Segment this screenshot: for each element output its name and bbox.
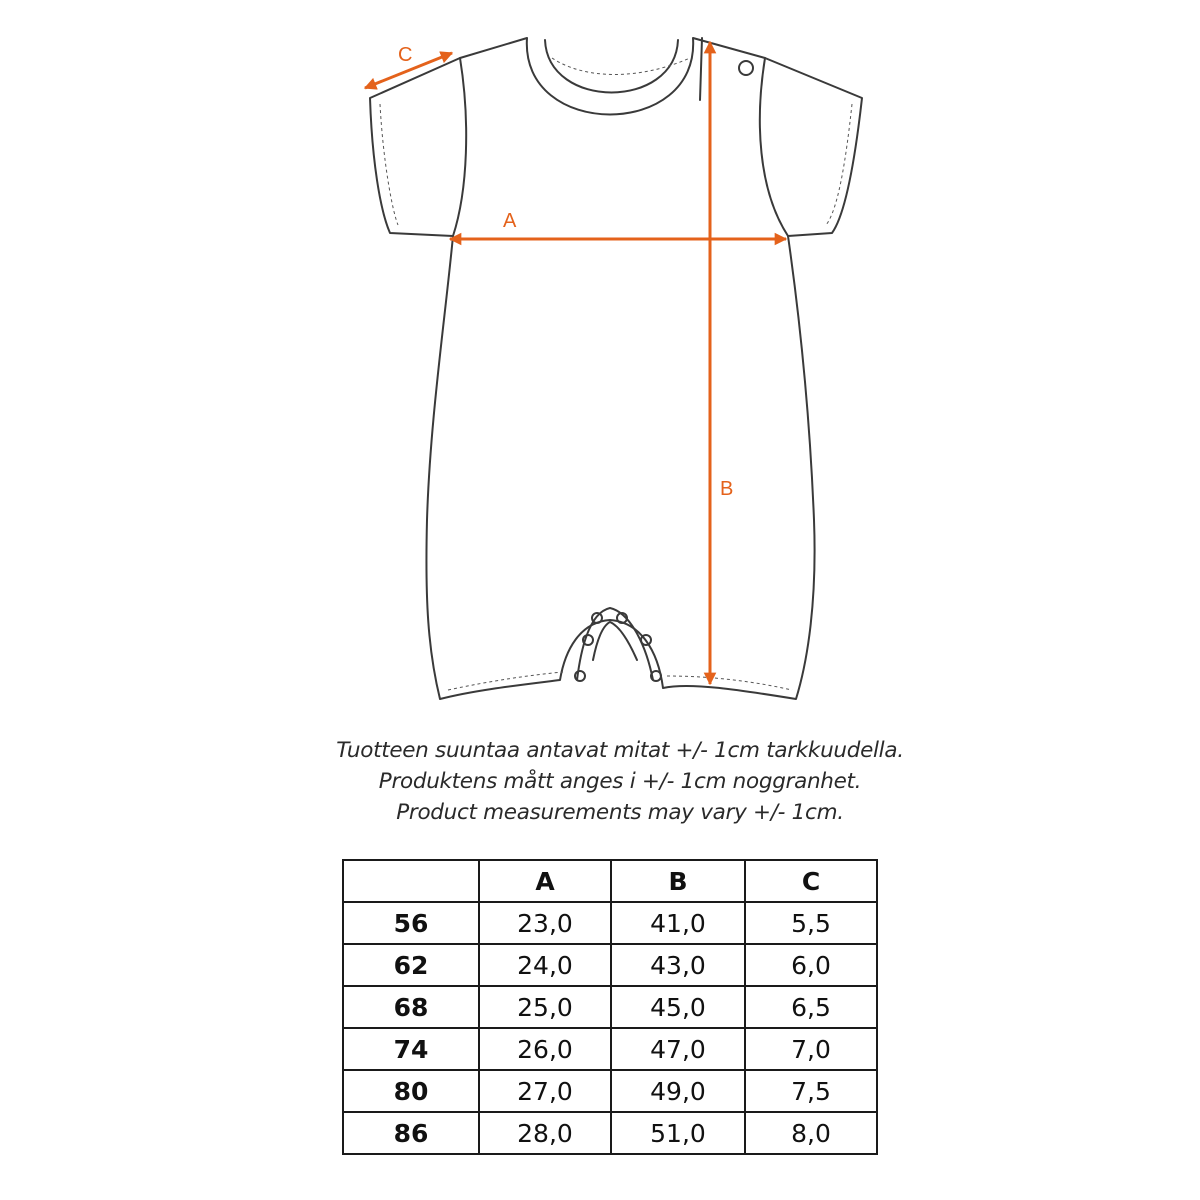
size-label: 74: [343, 1028, 479, 1070]
table-cell: 26,0: [479, 1028, 611, 1070]
table-cell: 6,5: [745, 986, 877, 1028]
dimension-b-label: B: [720, 478, 734, 500]
table-cell: 25,0: [479, 986, 611, 1028]
note-swedish: Produktens mått anges i +/- 1cm noggranhet.: [378, 769, 862, 794]
size-label: 86: [343, 1112, 479, 1154]
size-label: 68: [343, 986, 479, 1028]
table-cell: 51,0: [611, 1112, 745, 1154]
table-cell: 7,5: [745, 1070, 877, 1112]
table-cell: 27,0: [479, 1070, 611, 1112]
size-label: 80: [343, 1070, 479, 1112]
table-cell: 5,5: [745, 902, 877, 944]
table-header-row: [343, 860, 877, 902]
size-label: 62: [343, 944, 479, 986]
romper-outline: [370, 38, 862, 699]
size-label: 56: [343, 902, 479, 944]
stitching: [380, 58, 852, 690]
table-cell: 23,0: [479, 902, 611, 944]
table-cell: 6,0: [745, 944, 877, 986]
table-row: [343, 944, 877, 986]
table-cell: 28,0: [479, 1112, 611, 1154]
table-cell: 47,0: [611, 1028, 745, 1070]
table-cell: 24,0: [479, 944, 611, 986]
table-corner-cell: [343, 860, 479, 902]
column-header-a: A: [479, 860, 611, 902]
table-cell: 7,0: [745, 1028, 877, 1070]
table-row: [343, 902, 877, 944]
table-row: [343, 1112, 877, 1154]
dimension-c-label: C: [398, 44, 413, 66]
table-row: [343, 1028, 877, 1070]
table-cell: 43,0: [611, 944, 745, 986]
table-cell: 45,0: [611, 986, 745, 1028]
table-cell: 41,0: [611, 902, 745, 944]
measurement-notes: [260, 735, 980, 828]
table-row: [343, 1070, 877, 1112]
column-header-b: B: [611, 860, 745, 902]
table-cell: 8,0: [745, 1112, 877, 1154]
note-english: Product measurements may vary +/- 1cm.: [396, 800, 844, 825]
table-cell: 49,0: [611, 1070, 745, 1112]
size-chart-table: [342, 859, 878, 1155]
note-finnish: Tuotteen suuntaa antavat mitat +/- 1cm tarkkuudella.: [336, 738, 904, 763]
column-header-c: C: [745, 860, 877, 902]
table-row: [343, 986, 877, 1028]
dimension-a-label: A: [503, 210, 517, 232]
